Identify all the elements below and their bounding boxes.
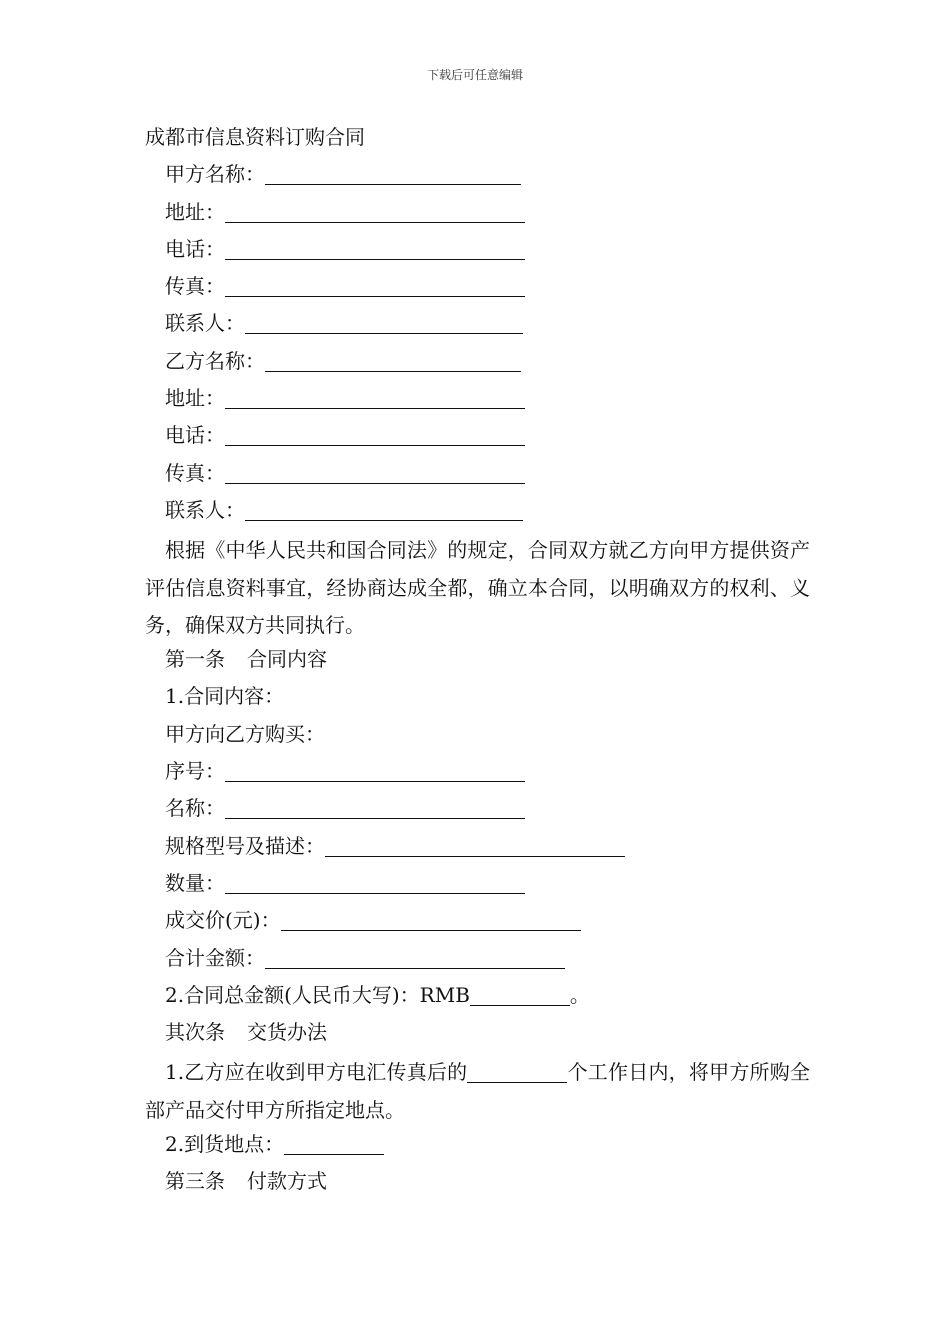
total-amount-suffix: 。 [569,982,590,1007]
party-a-phone-blank[interactable] [225,237,525,260]
party-b-name-row [145,346,810,383]
party-b-fax-blank[interactable] [225,461,525,484]
party-b-phone-row [145,420,810,457]
article-3-heading [145,1166,810,1203]
item-name-blank[interactable] [225,796,525,819]
party-b-fax-row [145,458,810,495]
article-2-heading [145,1017,810,1054]
article-2-item-2 [145,1129,810,1166]
item-name-label: 名称： [165,796,225,821]
party-b-fax-label: 传真： [165,460,225,485]
party-b-name-label: 乙方名称： [165,348,265,373]
party-a-fax-label: 传真： [165,274,225,299]
article-2-number: 其次条 [165,1020,225,1045]
party-b-address-blank[interactable] [225,386,525,409]
article-1-item-2 [145,980,810,1017]
delivery-days-blank[interactable] [467,1060,567,1083]
article-1-heading [145,644,810,681]
serial-blank[interactable] [225,759,525,782]
party-a-phone-label: 电话： [165,236,225,261]
quantity-label: 数量： [165,870,225,895]
item-name-row [145,793,810,830]
quantity-row [145,868,810,905]
intro-paragraph: 根据《中华人民共和国合同法》的规定，合同双方就乙方向甲方提供资产评估信息资料事宜，经协商达成全都，确立本合同，以明确双方的权利、义务，确保双方共同执行。 [145,538,810,637]
serial-label: 序号： [165,759,225,784]
total-amount-label: 2.合同总金额(人民币大写)：RMB [165,982,470,1007]
party-b-contact-label: 联系人： [165,497,245,522]
article-2-item-1 [145,1054,810,1129]
spec-row [145,831,810,868]
party-a-address-blank[interactable] [225,200,525,223]
party-a-contact-label: 联系人： [165,311,245,336]
delivery-days-suffix: 个工作日内，将甲方所购全部产品交付甲方所指定地点。 [145,1060,810,1122]
delivery-location-label: 2.到货地点： [165,1132,285,1157]
party-b-address-label: 地址： [165,386,225,411]
article-3-title: 付款方式 [247,1169,327,1194]
party-a-phone-row [145,234,810,271]
party-a-address-row [145,197,810,234]
serial-row [145,756,810,793]
spec-blank[interactable] [325,834,625,857]
party-a-contact-blank[interactable] [245,311,523,334]
article-2-title: 交货办法 [247,1020,327,1045]
party-b-phone-label: 电话： [165,423,225,448]
quantity-blank[interactable] [225,871,525,894]
party-a-name-row [145,159,810,196]
party-a-fax-row [145,271,810,308]
party-b-name-blank[interactable] [265,349,521,372]
party-b-phone-blank[interactable] [225,423,525,446]
article-3-number: 第三条 [165,1169,225,1194]
party-a-fax-blank[interactable] [225,274,525,297]
party-b-address-row [145,383,810,420]
total-amount-blank[interactable] [470,983,570,1006]
page-header-note: 下载后可任意编辑 [426,68,523,82]
party-a-name-blank[interactable] [265,162,521,185]
article-1-purchase-line: 甲方向乙方购买： [165,721,325,746]
total-label: 合计金额： [165,945,265,970]
document-title: 成都市信息资料订购合同 [145,125,365,149]
spec-label: 规格型号及描述： [165,833,325,858]
total-row [145,943,810,980]
article-1-number: 第一条 [165,647,225,672]
article-1-item-1: 1.合同内容： [165,684,285,709]
delivery-days-prefix: 1.乙方应在收到甲方电汇传真后的 [165,1060,468,1085]
party-a-contact-row [145,308,810,345]
price-row [145,905,810,942]
contract-document [145,122,810,1204]
total-blank[interactable] [265,946,565,969]
party-a-address-label: 地址： [165,199,225,224]
party-a-name-label: 甲方名称： [165,162,265,187]
party-b-contact-blank[interactable] [245,498,523,521]
party-b-contact-row [145,495,810,532]
delivery-location-blank[interactable] [284,1132,384,1155]
price-label: 成交价(元)： [165,908,281,933]
article-1-title: 合同内容 [247,647,327,672]
price-blank[interactable] [281,908,581,931]
